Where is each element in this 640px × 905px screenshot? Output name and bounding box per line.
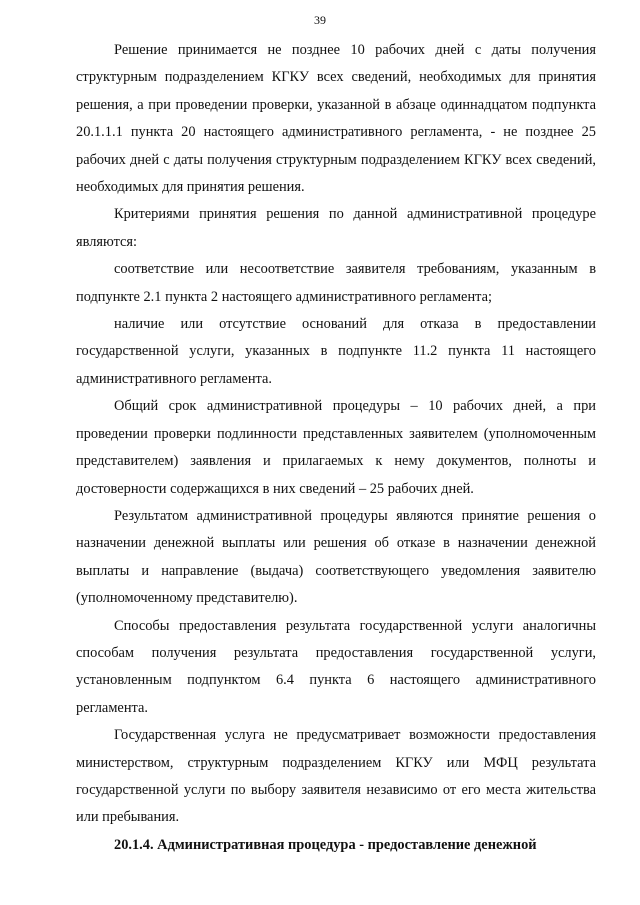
- paragraph-decision-criteria: Критериями принятия решения по данной административной процедуре являются:: [76, 206, 596, 250]
- paragraph-extraterritorial-principle: Государственная услуга не предусматривает возможности предоставления министерством, структурным подразделением КГКУ или МФЦ результата государственной услуги по выбору заявителя независимо от его места жительства или пребывания.: [76, 727, 596, 826]
- paragraph-total-duration: Общий срок административной процедуры – 10 рабочих дней, а при проведении проверки подлинности представленных заявителем (уполномоченным представителем) заявления и прилагаемых к нему документов, полноты и достоверности содержащихся в них сведений – 25 рабочих дней.: [76, 398, 596, 497]
- document-body: [76, 37, 596, 859]
- paragraph-criterion-refusal-grounds: наличие или отсутствие оснований для отказа в предоставлении государственной услуги, указанных в подпункте 11.2 пункта 11 настоящего административного регламента.: [76, 316, 596, 387]
- paragraph-procedure-result: Результатом административной процедуры являются принятие решения о назначении денежной выплаты или решения об отказе в назначении денежной выплаты и направление (выдача) соответствующего уведомления заявителю (уполномоченному представителю).: [76, 507, 596, 607]
- paragraph-result-delivery-methods: Способы предоставления результата государственной услуги аналогичны способам получения результата предоставления государственной услуги, установленным подпунктом 6.4 пункта 6 настоящего административного регламента.: [76, 617, 596, 716]
- paragraph-criterion-compliance: соответствие или несоответствие заявителя требованиям, указанным в подпункте 2.1 пункта 2 настоящего административного регламента;: [76, 261, 596, 305]
- section-heading: 20.1.4. Административная процедура - предоставление денежной: [114, 836, 537, 853]
- page-number: 39: [314, 13, 326, 27]
- paragraph-decision-deadline: Решение принимается не позднее 10 рабочих дней с даты получения структурным подразделением КГКУ всех сведений, необходимых для принятия решения, а при проведении проверки, указанной в абзаце одиннадцатом подпункта 20.1.1.1 пункта 20 настоящего административного регламента, - не позднее 25 рабочих дней с даты получения структурным подразделением КГКУ всех сведений, необходимых для принятия решения.: [76, 42, 596, 196]
